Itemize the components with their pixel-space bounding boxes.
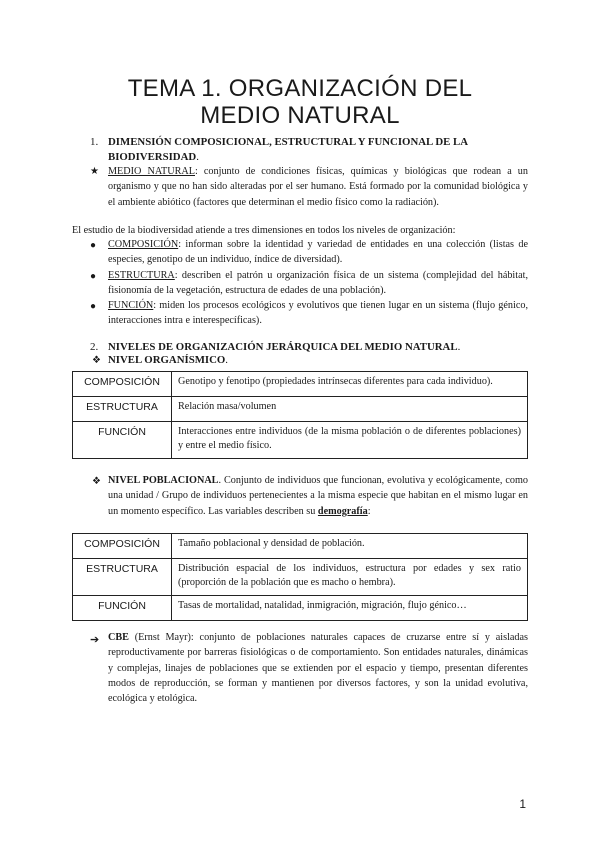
- row-key: FUNCIÓN: [73, 596, 172, 621]
- medio-natural-text: : conjunto de condiciones físicas, químicas y biológicas que rodean a un organismo y que no han sido alteradas por el ser humano. Está formado por la comunidad biológica y el ambiente abiótico (factores que determinan el medio físico como la radiación).: [108, 166, 528, 208]
- cbe-paragraph: [108, 630, 528, 706]
- cbe-text: (Ernst Mayr): conjunto de poblaciones naturales capaces de cruzarse entre sí y aisladas reproductivamente por barreras fisiológicas o de comportamiento. Son entidades naturales, dinámicas y complejas, linajes de poblaciones que se extienden por el espacio y tiempo, presentan diferentes modos de reproducción, se forman y mantienen por diversos factores, y son la unidad evolutiva, ecológica y etológica.: [108, 632, 528, 705]
- section2-number: 2.: [90, 341, 99, 353]
- nivel-organismico-text: NIVEL ORGANÍSMICO: [108, 354, 226, 366]
- row-key: COMPOSICIÓN: [73, 372, 172, 397]
- poblacional-table: [72, 533, 528, 621]
- bullet-term: FUNCIÓN: [108, 300, 154, 311]
- table-row: [73, 397, 528, 422]
- table-row: [73, 422, 528, 459]
- row-value: Tasas de mortalidad, natalidad, inmigración, migración, flujo génico…: [172, 596, 528, 621]
- medio-natural-definition: [108, 164, 528, 210]
- table-row: [73, 559, 528, 596]
- bullet-dot-icon: ●: [90, 271, 97, 282]
- page-title-line2: MEDIO NATURAL: [200, 102, 400, 129]
- bullet-funcion: [108, 298, 528, 329]
- bullet-text: : informan sobre la identidad y variedad de entidades en una colección (listas de especies, genotipo de un individuo, índice de diversidad).: [108, 239, 528, 266]
- section1-heading-l2: BIODIVERSIDAD: [108, 151, 197, 163]
- nivel-poblacional-title: NIVEL POBLACIONAL: [108, 475, 219, 486]
- demografia-term: demografía: [317, 505, 368, 517]
- section1-heading: DIMENSIÓN COMPOSICIONAL, ESTRUCTURAL Y FUNCIONAL DE LA BIODIVERSIDAD.: [108, 136, 469, 163]
- intro-paragraph: El estudio de la biodiversidad atiende a tres dimensiones en todos los niveles de organización:: [72, 225, 456, 236]
- page-title-line1: TEMA 1. ORGANIZACIÓN DEL: [127, 75, 473, 102]
- section2-heading: NIVELES DE ORGANIZACIÓN JERÁRQUICA DEL MEDIO NATURAL.: [108, 341, 461, 353]
- nivel-organismico-title: NIVEL ORGANÍSMICO.: [108, 354, 228, 366]
- bullet-dot-icon: ●: [90, 240, 97, 251]
- bullet-dot-icon: ●: [90, 301, 97, 312]
- bullet-estructura: [108, 268, 528, 299]
- cbe-term: CBE: [108, 632, 129, 643]
- row-value: Relación masa/volumen: [172, 397, 528, 422]
- table-row: [73, 596, 528, 621]
- row-value: Interacciones entre individuos (de la misma población o de diferentes poblaciones) y entre el medio físico.: [172, 422, 528, 459]
- page-number: 1: [519, 797, 526, 811]
- nivel-poblacional-text: . Conjunto de individuos que funcionan, evolutiva y ecológicamente, como una unidad / Grupo de individuos pertenecientes a la misma especie que habitan en el mismo lugar en un momento específico. Las variables describen su: [108, 475, 528, 517]
- bullet-term: COMPOSICIÓN: [108, 239, 179, 250]
- arrow-right-icon: ➔: [90, 634, 100, 646]
- table-row: [73, 372, 528, 397]
- row-key: ESTRUCTURA: [73, 559, 172, 596]
- diamond-icon: ❖: [92, 476, 101, 487]
- table-row: [73, 534, 528, 559]
- nivel-poblacional-paragraph: NIVEL POBLACIONAL. Conjunto de individuos que funcionan, evolutiva y ecológicamente, como una unidad / Grupo de individuos pertenecientes a la misma especie que habitan en el mismo lugar en un momento específico. Las variables describen su demografía:: [108, 475, 528, 517]
- row-value: Genotipo y fenotipo (propiedades intrínsecas diferentes para cada individuo).: [172, 372, 528, 397]
- organismico-table: [72, 371, 528, 459]
- star-icon: ★: [90, 166, 99, 177]
- row-key: COMPOSICIÓN: [73, 534, 172, 559]
- row-value: Distribución espacial de los individuos, estructura por edades y sex ratio (proporción de la población que es macho o hembra).: [172, 559, 528, 596]
- bullet-text: : miden los procesos ecológicos y evolutivos que tienen lugar en un sistema (flujo génico, interacciones intra e interespecíficas).: [108, 300, 528, 327]
- bullet-text: : describen el patrón u organización física de un sistema (complejidad del hábitat, fisionomía de la vegetación, estructura de edades de una población).: [108, 270, 528, 297]
- row-value: Tamaño poblacional y densidad de población.: [172, 534, 528, 559]
- bullet-term: ESTRUCTURA: [108, 270, 175, 281]
- medio-natural-term: MEDIO NATURAL: [108, 166, 195, 177]
- diamond-icon: ❖: [92, 355, 101, 366]
- row-key: ESTRUCTURA: [73, 397, 172, 422]
- bullet-composicion: [108, 237, 528, 268]
- section1-number: 1.: [90, 136, 99, 148]
- row-key: FUNCIÓN: [73, 422, 172, 459]
- section2-heading-text: NIVELES DE ORGANIZACIÓN JERÁRQUICA DEL MEDIO NATURAL: [108, 341, 458, 353]
- section1-heading-l1: DIMENSIÓN COMPOSICIONAL, ESTRUCTURAL Y FUNCIONAL DE LA: [108, 136, 469, 148]
